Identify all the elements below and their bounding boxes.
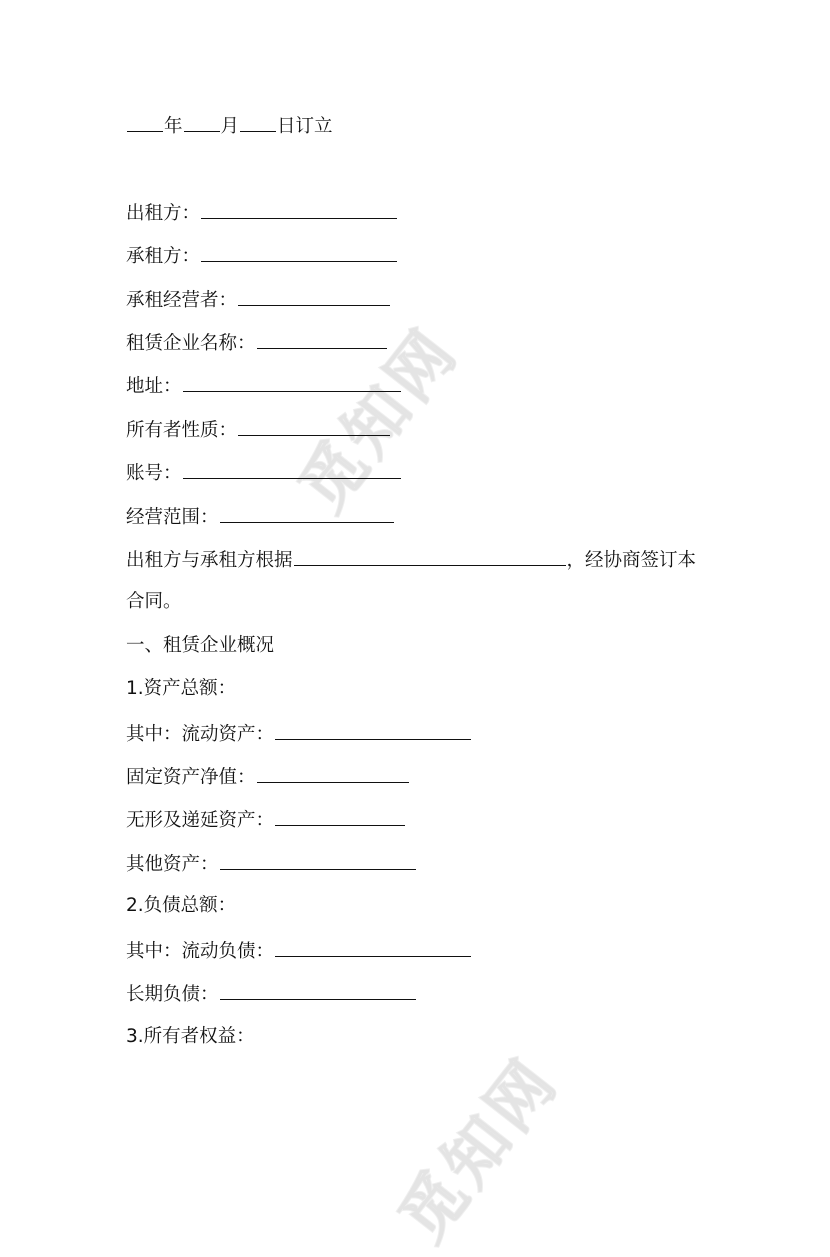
day-blank[interactable] xyxy=(240,113,276,132)
lessor-line xyxy=(126,200,398,226)
basis-blank[interactable] xyxy=(294,547,566,566)
account-label: 账号： xyxy=(126,463,182,484)
long-term-liab-line xyxy=(126,981,417,1007)
fixed-assets-line xyxy=(126,764,410,790)
intro-text-3: 合同。 xyxy=(126,591,182,612)
other-assets-label: 其他资产： xyxy=(126,854,219,875)
year-label: 年 xyxy=(164,116,183,137)
total-assets-label: 1.资产总额： xyxy=(126,678,237,699)
other-assets-blank[interactable] xyxy=(220,851,416,870)
section-heading xyxy=(126,634,274,658)
current-assets-blank[interactable] xyxy=(275,721,471,740)
lessee-label: 承租方： xyxy=(126,246,201,267)
address-blank[interactable] xyxy=(183,373,401,392)
lessor-blank[interactable] xyxy=(201,200,397,219)
intro-text-2: ，经协商签订本 xyxy=(566,550,697,571)
current-liab-label: 其中：流动负债： xyxy=(126,941,275,962)
scope-line xyxy=(126,504,395,530)
operator-label: 承租经营者： xyxy=(126,290,238,311)
intro-line xyxy=(126,547,696,573)
lessor-label: 出租方： xyxy=(126,203,201,224)
operator-blank[interactable] xyxy=(238,287,390,306)
ownership-label: 所有者性质： xyxy=(126,420,238,441)
day-signed-label: 日订立 xyxy=(277,116,333,137)
enterprise-name-label: 租赁企业名称： xyxy=(126,333,256,354)
current-assets-line xyxy=(126,721,472,747)
total-liabilities-label: 2.负债总额： xyxy=(126,895,237,916)
total-assets-line xyxy=(126,677,236,701)
current-liab-line xyxy=(126,938,472,964)
ownership-line xyxy=(126,417,391,443)
intangible-blank[interactable] xyxy=(275,807,405,826)
account-blank[interactable] xyxy=(183,460,401,479)
watermark: 觅知网 xyxy=(285,314,474,526)
account-line xyxy=(126,460,402,486)
address-label: 地址： xyxy=(126,376,182,397)
other-assets-line xyxy=(126,851,417,877)
year-blank[interactable] xyxy=(127,113,163,132)
current-liab-blank[interactable] xyxy=(275,938,471,957)
intangible-line xyxy=(126,807,406,833)
month-blank[interactable] xyxy=(184,113,220,132)
fixed-assets-blank[interactable] xyxy=(257,764,409,783)
intangible-label: 无形及递延资产： xyxy=(126,810,275,831)
date-line xyxy=(126,113,333,139)
month-label: 月 xyxy=(220,116,240,137)
fixed-assets-label: 固定资产净值： xyxy=(126,767,256,788)
long-term-liab-blank[interactable] xyxy=(220,981,416,1000)
section-1-heading: 一、租赁企业概况 xyxy=(126,635,275,656)
enterprise-name-blank[interactable] xyxy=(257,330,387,349)
current-assets-label: 其中：流动资产： xyxy=(126,724,275,745)
owner-equity-line xyxy=(126,1025,255,1049)
intro-text-1: 出租方与承租方根据 xyxy=(126,550,293,571)
owner-equity-label: 3.所有者权益： xyxy=(126,1026,255,1047)
lessee-line xyxy=(126,243,398,269)
intro-line-2 xyxy=(126,590,182,614)
watermark: 觅知网 xyxy=(385,1044,574,1256)
enterprise-name-line xyxy=(126,330,388,356)
operator-line xyxy=(126,287,391,313)
ownership-blank[interactable] xyxy=(238,417,390,436)
address-line xyxy=(126,373,402,399)
lessee-blank[interactable] xyxy=(201,243,397,262)
total-liabilities-line xyxy=(126,894,236,918)
scope-blank[interactable] xyxy=(220,504,394,523)
long-term-liab-label: 长期负债： xyxy=(126,984,219,1005)
scope-label: 经营范围： xyxy=(126,507,219,528)
